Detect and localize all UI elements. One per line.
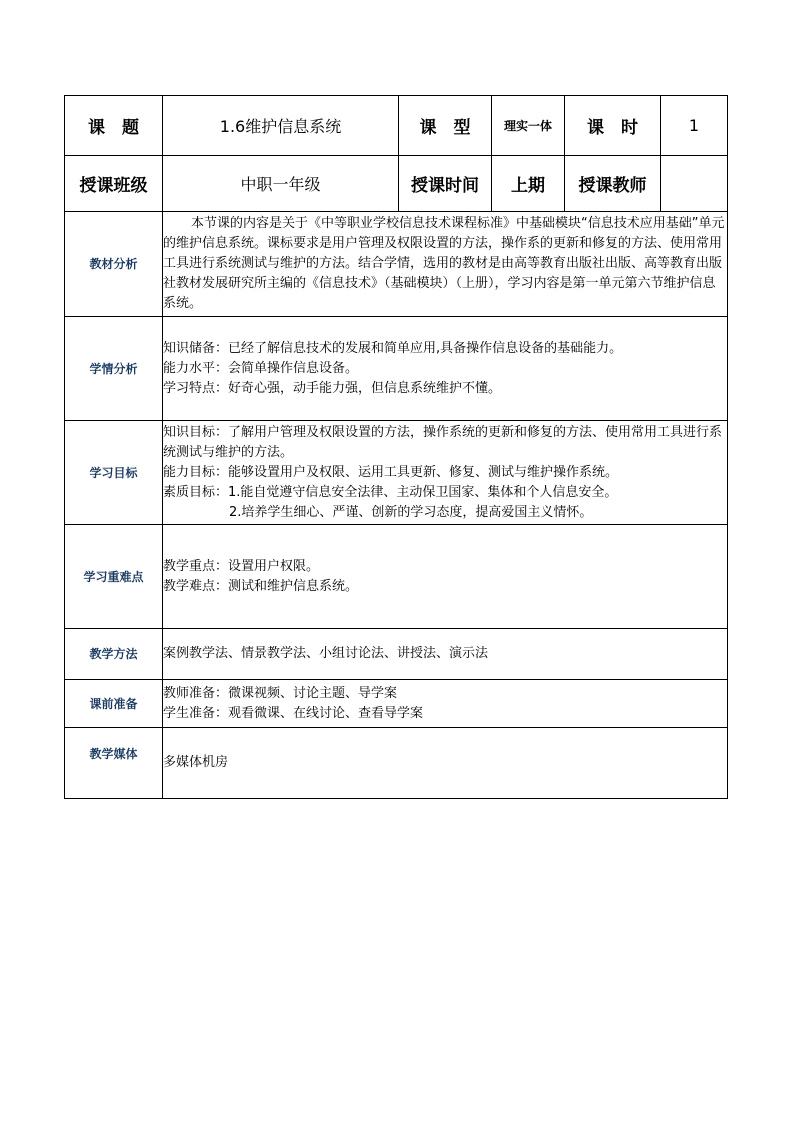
goals-line: 能力目标：能够设置用户及权限、运用工具更新、修复、测试与维护操作系统。 bbox=[163, 464, 619, 480]
keypoints-content bbox=[163, 525, 728, 629]
media-text: 多媒体机房 bbox=[163, 755, 229, 770]
keypoints-row bbox=[65, 525, 728, 629]
media-label: 教学媒体 bbox=[65, 728, 163, 799]
students-line: 能力水平：会简单操作信息设备。 bbox=[163, 360, 359, 376]
topic-label: 课 题 bbox=[65, 96, 163, 156]
goals-line: 2.培养学生细心、严谨、创新的学习态度，提高爱国主义情怀。 bbox=[229, 504, 593, 520]
textbook-text: 本节课的内容是关于《中等职业学校信息技术课程标准》中基础模块“信息技术应用基础”单元的维护信息系统。课标要求是用户管理及权限设置的方法，操作系的更新和修复的方法、使用常用工具进行系统测试与维护的方法。结合学情，选用的教材是由高等教育出版社出版、高等教育出版社教材发展研究所主编的《信息技术》（基础模块）（上册），学习内容是第一单元第六节维护信息系统。 bbox=[163, 216, 725, 311]
hours-label: 课 时 bbox=[565, 96, 661, 156]
type-value: 理实一体 bbox=[492, 96, 565, 156]
keypoints-line: 教学难点：测试和维护信息系统。 bbox=[163, 578, 359, 594]
students-content bbox=[163, 317, 728, 421]
methods-content bbox=[163, 629, 728, 680]
methods-row bbox=[65, 629, 728, 680]
teacher-label: 授课教师 bbox=[565, 156, 661, 212]
prep-row bbox=[65, 680, 728, 728]
header-row-2 bbox=[65, 156, 728, 212]
goals-line: 知识目标：了解用户管理及权限设置的方法，操作系统的更新和修复的方法、使用常用工具进行系统测试与维护的方法。 bbox=[163, 424, 723, 460]
keypoints-line: 教学重点：设置用户权限。 bbox=[163, 558, 320, 574]
class-value: 中职一年级 bbox=[163, 156, 399, 212]
lesson-plan-table bbox=[64, 95, 728, 799]
textbook-content bbox=[163, 212, 728, 317]
goals-row bbox=[65, 421, 728, 525]
time-value: 上期 bbox=[492, 156, 565, 212]
keypoints-label: 学习重难点 bbox=[65, 525, 163, 629]
students-line: 学习特点：好奇心强，动手能力强，但信息系统维护不懂。 bbox=[163, 380, 502, 396]
media-row bbox=[65, 728, 728, 799]
class-label: 授课班级 bbox=[65, 156, 163, 212]
textbook-row bbox=[65, 212, 728, 317]
students-line: 知识储备：已经了解信息技术的发展和简单应用,具备操作信息设备的基础能力。 bbox=[163, 340, 623, 356]
media-content bbox=[163, 728, 728, 799]
methods-text: 案例教学法、情景教学法、小组讨论法、讲授法、演示法 bbox=[163, 646, 489, 661]
prep-line: 教师准备：微课视频、讨论主题、导学案 bbox=[163, 685, 398, 701]
prep-line: 学生准备：观看微课、在线讨论、查看导学案 bbox=[163, 705, 424, 721]
time-label: 授课时间 bbox=[399, 156, 492, 212]
goals-line: 素质目标：1.能自觉遵守信息安全法律、主动保卫国家、集体和个人信息安全。 bbox=[163, 484, 618, 500]
goals-content bbox=[163, 421, 728, 525]
textbook-label: 教材分析 bbox=[65, 212, 163, 317]
teacher-value bbox=[661, 156, 728, 212]
hours-value: 1 bbox=[661, 96, 728, 156]
students-label: 学情分析 bbox=[65, 317, 163, 421]
topic-value: 1.6维护信息系统 bbox=[163, 96, 399, 156]
prep-label: 课前准备 bbox=[65, 680, 163, 728]
type-label: 课 型 bbox=[399, 96, 492, 156]
methods-label: 教学方法 bbox=[65, 629, 163, 680]
students-row bbox=[65, 317, 728, 421]
header-row-1 bbox=[65, 96, 728, 156]
goals-label: 学习目标 bbox=[65, 421, 163, 525]
prep-content bbox=[163, 680, 728, 728]
